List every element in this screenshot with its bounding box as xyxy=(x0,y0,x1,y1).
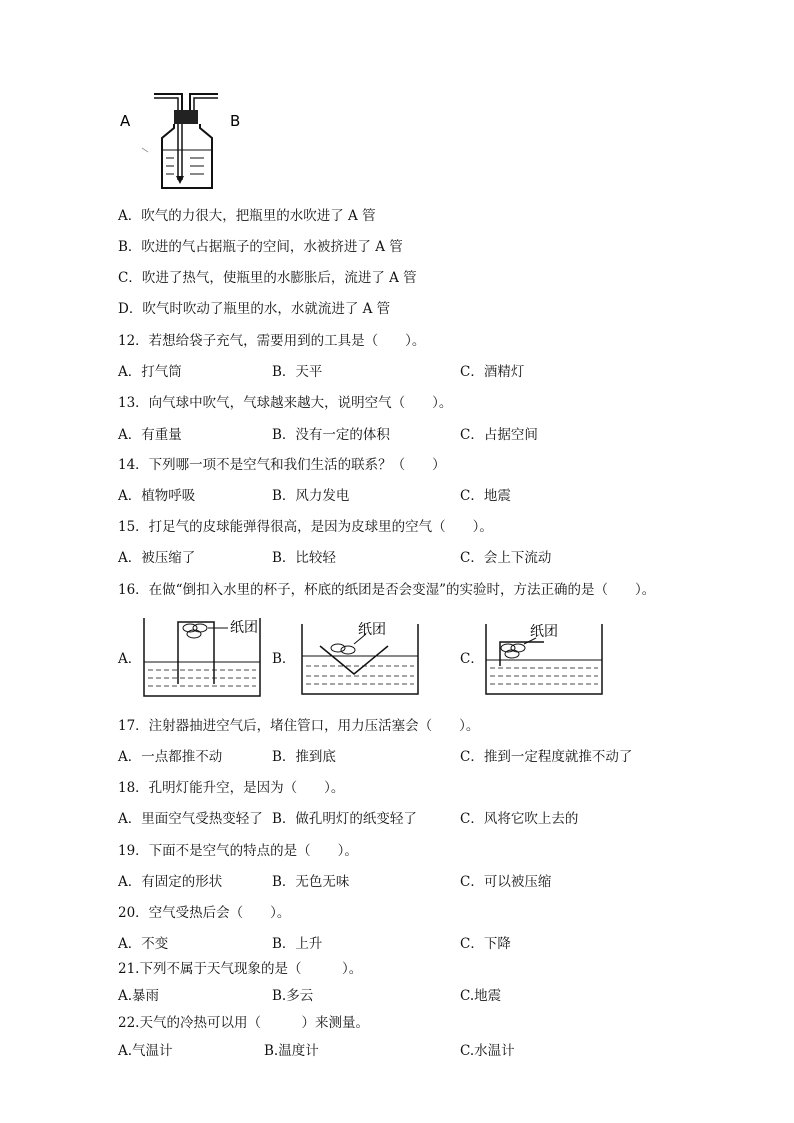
option-a[interactable]: A．植物呼吸 xyxy=(118,488,196,504)
paper-ball-label-a: 纸团 xyxy=(230,620,258,636)
option-a[interactable]: A．有固定的形状 xyxy=(118,874,223,890)
option-c[interactable]: C．占据空间 xyxy=(460,427,538,443)
option-b[interactable]: B．风力发电 xyxy=(272,488,350,504)
option-a[interactable]: A.暴雨 xyxy=(118,988,160,1004)
option-b[interactable]: B．做孔明灯的纸变轻了 xyxy=(272,811,417,827)
option-b[interactable]: B． xyxy=(272,651,296,667)
experiment-figure-a[interactable] xyxy=(138,612,268,702)
q11-option-b[interactable]: B．吹进的气占据瓶子的空间，水被挤进了 A 管 xyxy=(118,239,403,255)
q11-option-c[interactable]: C．吹进了热气，使瓶里的水膨胀后，流进了 A 管 xyxy=(118,270,417,286)
option-c[interactable]: C．会上下流动 xyxy=(460,550,552,566)
question-stem: 22.天气的冷热可以用（ ）来测量。 xyxy=(118,1015,369,1031)
option-c[interactable]: C．地震 xyxy=(460,488,511,504)
question-stem: 20．空气受热后会（ ）。 xyxy=(118,905,291,921)
option-a[interactable]: A．一点都推不动 xyxy=(118,749,223,765)
option-b[interactable]: B.温度计 xyxy=(264,1043,319,1059)
q11-option-a[interactable]: A．吹气的力很大，把瓶里的水吹进了 A 管 xyxy=(118,208,376,224)
question-stem: 15．打足气的皮球能弹得很高，是因为皮球里的空气（ ）。 xyxy=(118,519,493,535)
q11-option-d[interactable]: D．吹气时吹动了瓶里的水，水就流进了 A 管 xyxy=(118,301,391,317)
option-b[interactable]: B.多云 xyxy=(272,988,314,1004)
question-stem: 17．注射器抽进空气后，堵住管口，用力压活塞会（ ）。 xyxy=(118,718,480,734)
experiment-figure-c[interactable] xyxy=(480,620,610,700)
option-a[interactable]: A．有重量 xyxy=(118,427,182,443)
option-b[interactable]: B．比较轻 xyxy=(272,550,336,566)
option-a[interactable]: A．被压缩了 xyxy=(118,550,196,566)
paper-ball-label-c: 纸团 xyxy=(530,624,558,640)
option-a[interactable]: A．打气筒 xyxy=(118,364,182,380)
option-a[interactable]: A． xyxy=(118,651,142,667)
option-c[interactable]: C．风将它吹上去的 xyxy=(460,811,579,827)
question-stem: 14．下列哪一项不是空气和我们生活的联系？（ ） xyxy=(118,457,446,473)
option-a[interactable]: A.气温计 xyxy=(118,1043,173,1059)
option-b[interactable]: B．上升 xyxy=(272,936,323,952)
paper-ball-label-b: 纸团 xyxy=(358,622,386,638)
option-a[interactable]: A．里面空气受热变轻了 xyxy=(118,811,263,827)
question-stem: 18．孔明灯能升空，是因为（ ）。 xyxy=(118,780,345,796)
option-c[interactable]: C．下降 xyxy=(460,936,511,952)
question-stem: 16．在做“倒扣入水里的杯子，杯底的纸团是否会变湿”的实验时，方法正确的是（ ）。 xyxy=(118,582,656,598)
question-stem: 21.下列不属于天气现象的是（ ）。 xyxy=(118,961,363,977)
option-c[interactable]: C.地震 xyxy=(460,988,502,1004)
experiment-figure-b[interactable] xyxy=(296,620,426,700)
bottle-label-a: A xyxy=(120,112,131,130)
option-b[interactable]: B．推到底 xyxy=(272,749,336,765)
option-c[interactable]: C．酒精灯 xyxy=(460,364,525,380)
option-b[interactable]: B．无色无味 xyxy=(272,874,350,890)
question-stem: 12．若想给袋子充气，需要用到的工具是（ ）。 xyxy=(118,333,426,349)
option-c[interactable]: C.水温计 xyxy=(460,1043,515,1059)
question-stem: 19．下面不是空气的特点的是（ ）。 xyxy=(118,843,358,859)
option-c[interactable]: C．推到一定程度就推不动了 xyxy=(460,749,633,765)
option-c[interactable]: C． xyxy=(460,651,484,667)
option-b[interactable]: B．没有一定的体积 xyxy=(272,427,390,443)
question-stem: 13．向气球中吹气，气球越来越大，说明空气（ ）。 xyxy=(118,395,453,411)
option-a[interactable]: A．不变 xyxy=(118,936,169,952)
bottle-label-b: B xyxy=(230,112,241,130)
option-b[interactable]: B．天平 xyxy=(272,364,323,380)
bottle-apparatus-figure xyxy=(112,88,262,198)
option-c[interactable]: C．可以被压缩 xyxy=(460,874,552,890)
